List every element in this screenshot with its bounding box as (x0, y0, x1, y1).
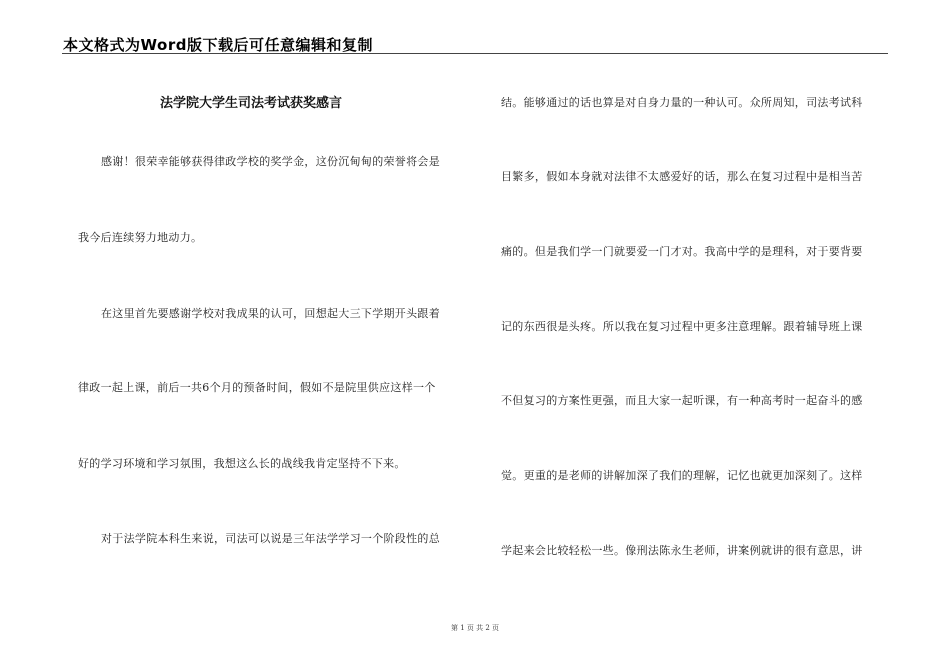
body-line: 结。能够通过的话也算是对自身力量的一种认可。众所周知，司法考试科 (501, 96, 863, 109)
body-line: 不但复习的方案性更强，而且大家一起听课，有一种高考时一起奋斗的感 (501, 394, 863, 407)
page-number: 第 1 页 共 2 页 (450, 624, 500, 632)
body-line: 记的东西很是头疼。所以我在复习过程中更多注意理解。跟着辅导班上课 (501, 320, 863, 333)
page-title: 法学院大学生司法考试获奖感言 (160, 96, 343, 111)
body-line: 律政一起上课，前后一共6个月的预备时间，假如不是院里供应这样一个 (78, 381, 436, 394)
download-banner: 本文格式为Word版下载后可任意编辑和复制 (63, 36, 373, 54)
body-line: 我今后连续努力地动力。 (78, 231, 203, 244)
body-line: 学起来会比较轻松一些。像刑法陈永生老师，讲案例就讲的很有意思，讲 (501, 544, 863, 557)
body-line: 感谢！很荣幸能够获得律政学校的奖学金，这份沉甸甸的荣誉将会是 (101, 155, 440, 168)
banner-divider (62, 53, 888, 54)
body-line: 对于法学院本科生来说，司法可以说是三年法学学习一个阶段性的总 (101, 532, 440, 545)
body-line: 觉。更重的是老师的讲解加深了我们的理解，记忆也就更加深刻了。这样 (501, 469, 863, 482)
body-line: 目繁多，假如本身就对法律不太感爱好的话，那么在复习过程中是相当苦 (501, 170, 863, 183)
body-line: 痛的。但是我们学一门就要爱一门才对。我高中学的是理科，对于要背要 (501, 245, 863, 258)
body-line: 好的学习环境和学习氛围，我想这么长的战线我肯定坚持不下来。 (78, 457, 406, 470)
body-line: 在这里首先要感谢学校对我成果的认可，回想起大三下学期开头跟着 (101, 307, 440, 320)
